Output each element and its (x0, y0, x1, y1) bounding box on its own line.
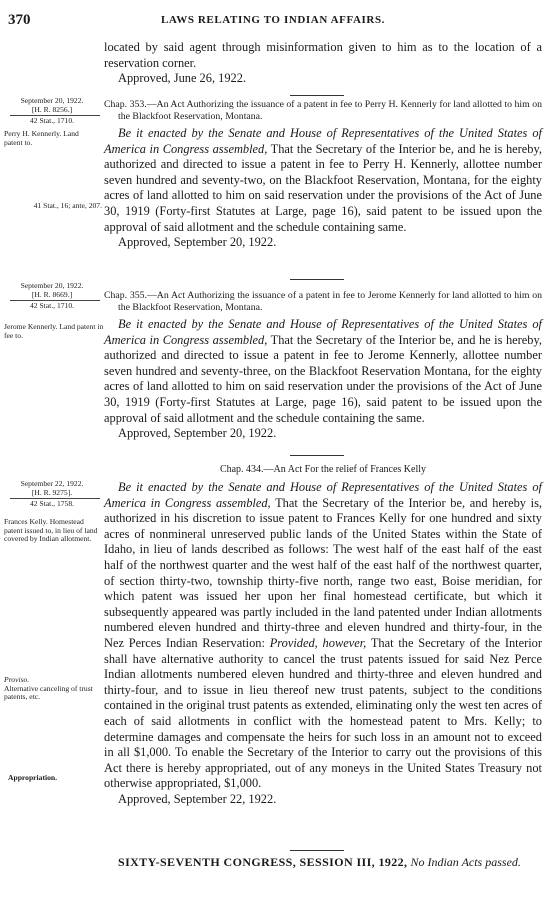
act2-body (104, 317, 542, 426)
act3-side-proviso-label: Proviso. (4, 675, 30, 684)
carryover-text: located by said agent through misinformation given to him as to the location of a reservation corner. (104, 40, 542, 70)
act2-approved: Approved, September 20, 1922. (118, 426, 277, 441)
act3-side-date: September 22, 1922. (20, 479, 84, 488)
act1-body-text: That the Secretary of the Interior be, and he is hereby, authorized and directed to issue a patent in fee to Perry H. Kennerly, allottee number seven hundred and seventy-two, on the Blackfoot Reservation, Montana, for the eighty acres of land allotted to him on said reservation under the provisions of the Act of June 30, 1919 (Forty-first Statutes at Large, page 16), said patent to be issued upon the approval of said allotment and the schedule containing same. (104, 141, 542, 234)
act3-side-stat: 42 Stat., 1758. (29, 499, 75, 509)
act1-section (104, 99, 542, 251)
act3-body-text-b: That the Secretary of the Interior shall have alternative authority to cancel the trust patents issued for said Nez Perce Indian allotments numbered eleven hundred and thirty-three and eleven hundred and thirty-four, and to issue in lieu thereof new trust patents, subject to the conditions contained in the original trust patents as extended, eliminating only the west ten acres of each of said allotments in conflict with the homestead patent to Mrs. Kelly; to determine damages and compensate the heirs for such loss in an amount not to exceed in all $1,000. To enable the Secretary of the Interior to carry out the provisions of this Act there is hereby appropriated, out of any moneys in the United States Treasury not otherwise appropriated, $1,000. (104, 635, 542, 791)
act2-sidenote-header (4, 282, 100, 311)
act2-side-subject: Jerome Kennerly. Land patent in fee to. (4, 322, 104, 340)
session-note (104, 855, 542, 870)
act3-side-bill: [H. R. 9275]. (31, 487, 73, 497)
act1-side-cite: 41 Stat., 16; ante, 207. (33, 201, 102, 210)
page-header (8, 12, 538, 32)
section-divider (290, 95, 344, 96)
page-number: 370 (8, 12, 31, 28)
act1-approved: Approved, September 20, 1922. (118, 235, 277, 250)
carryover-approved: Approved, June 26, 1922. (118, 71, 247, 86)
act3-sidenote-header (4, 480, 100, 509)
act1-side-bill: [H. R. 8256.] (31, 104, 73, 114)
act1-sidenote-header (4, 97, 100, 126)
act1-body (104, 126, 542, 235)
act2-enacting-clause: Be it enacted by the Senate and House of Representatives of the United States of America in Congress assembled, (104, 317, 542, 347)
session-title: SIXTY-SEVENTH CONGRESS, SESSION III, 1922, (118, 855, 408, 869)
act3-side-subject: Frances Kelly. Homestead patent issued to, in lieu of land covered by Indian allotment. (4, 517, 98, 544)
act2-section (104, 290, 542, 442)
section-divider (290, 455, 344, 456)
act2-side-bill: [H. R. 8669.] (31, 289, 73, 299)
act1-side-stat: 42 Stat., 1710. (29, 116, 75, 126)
act1-side-date: September 20, 1922. (20, 96, 84, 105)
act3-side-appropriation: Appropriation. (8, 773, 58, 782)
act3-side-proviso (4, 676, 102, 702)
act3-proviso-clause: Provided, however, (269, 635, 367, 650)
section-divider (290, 279, 344, 280)
act3-chapter-title: Chap. 434.—An Act For the relief of Frances Kelly (219, 464, 427, 475)
act3-side-proviso-text: Alternative canceling of trust patents, etc. (4, 683, 93, 702)
act3-section (104, 464, 542, 807)
act2-side-stat: 42 Stat., 1710. (29, 301, 75, 311)
act2-side-date: September 20, 1922. (20, 281, 84, 290)
act2-chapter-title: Chap. 355.—An Act Authorizing the issuance of a patent in fee to Jerome Kennerly for land allotted to him on the Blackfoot Reservation, Montana. (104, 290, 542, 313)
session-note-text: No Indian Acts passed. (407, 855, 521, 869)
act1-enacting-clause: Be it enacted by the Senate and House of Representatives of the United States of America in Congress assembled, (104, 126, 542, 156)
act3-body-text-a: That the Secretary of the Interior be, and hereby is, authorized in his discretion to issue patent to Frances Kelly for one hundred and sixty acres of nonmineral unreserved public lands of the United States within the State of Idaho, in lieu of lands described as follows: The west half of the east half of the east half of the northwest quarter and the west half of the east half of the northwest quarter, of section thirty-two, township thirty-five north, range two east, Boise meridian, for which patent was issued her upon her final homestead certificate, but which it subsequently appeared was partly included in the land patented under Indian allotments numbered eleven hundred and thirty-three and eleven hundred and thirty-four, in the Nez Perces Indian Reservation: (104, 495, 542, 650)
act3-enacting-clause: Be it enacted by the Senate and House of Representatives of the United States of America in Congress assembled, (104, 480, 542, 510)
act3-approved: Approved, September 22, 1922. (118, 791, 277, 806)
act1-chapter-title: Chap. 353.—An Act Authorizing the issuance of a patent in fee to Perry H. Kennerly for land allotted to him on the Blackfoot Reservation, Montana. (104, 99, 542, 122)
running-head: LAWS RELATING TO INDIAN AFFAIRS. (160, 14, 386, 26)
act2-body-text: That the Secretary of the Interior be, and he is hereby, authorized and directed to issue a patent in fee to Jerome Kennerly, allottee number seven hundred and seventy-three, on the Blackfoot Reservation Montana, for the eighty acres of land allotted to him on said reservation under the provisions of the Act of June 30, 1919 (Forty-first Statutes at Large, page 16), said patent to be issued upon the approval of said allotment and the schedule containing the same. (104, 332, 542, 425)
carryover-section (104, 40, 542, 87)
act3-body (104, 480, 542, 792)
section-divider (290, 850, 344, 851)
act1-side-subject: Perry H. Kennerly. Land patent to. (4, 129, 79, 147)
